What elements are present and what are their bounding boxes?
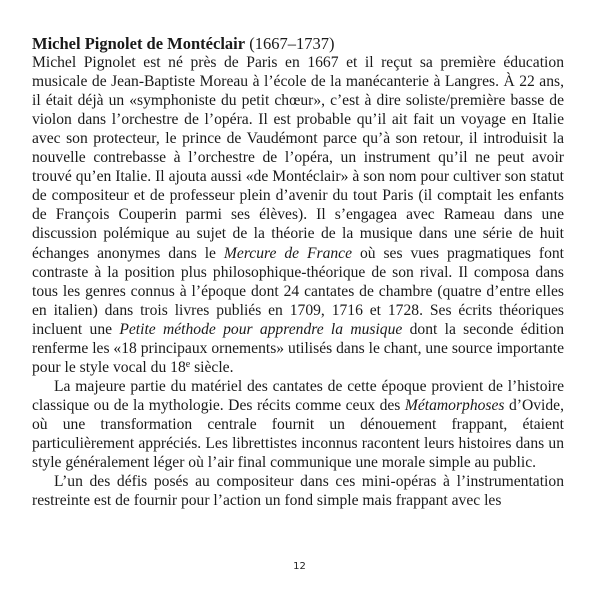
document-page [32, 34, 564, 510]
text-run: La majeure partie du matériel des cantates de cette époque provient de l’histoire classique ou de la mythologie. Des récits comme ceux des [32, 377, 564, 414]
page-number: 12 [293, 561, 306, 572]
italic-title: Métamorphoses [404, 396, 505, 414]
text-run: dont la seconde édition renferme les «18 principaux ornements» utilisés dans le chant, une source importante pour le style vocal du 18 [32, 320, 564, 376]
text-run: siècle. [190, 358, 234, 376]
italic-title: Mercure de France [223, 244, 353, 262]
text-run: Michel Pignolet est né près de Paris en 1667 et il reçut sa première éducation musicale de Jean-Baptiste Moreau à l’école de la manécanterie à Langres. À 22 ans, il était déjà un «symphoniste du petit chœur», c’est à dire soliste/première basse de violon dans l’orchestre de l’opéra. Il est probable qu’il ait fait un voyage en Italie avec son protecteur, le prince de Vaudémont parce qu’à son retour, il introduisit la nouvelle contrebasse à l’orchestre de l’opéra, un instrument qu’il ne peut avoir trouvé qu’en Italie. Il ajouta aussi «de Montéclair» à son nom pour cultiver son statut de compositeur et de professeur plein d’avenir du tout Paris (il comptait les enfants de François Couperin parmi ses élèves). Il s’engagea avec Rameau dans une discussion polémique au sujet de la théorie de la musique dans une série de huit échanges anonymes dans le [32, 54, 564, 262]
italic-title: Petite méthode pour apprendre la musique [119, 320, 403, 338]
text-run: L’un des défis posés au compositeur dans ces mini-opéras à l’instrumentation restreinte est de fournir pour l’action un fond simple mais frappant avec les [32, 473, 564, 510]
composer-dates: (1667–1737) [249, 34, 335, 53]
paragraph [32, 472, 564, 510]
paragraph [32, 377, 564, 472]
paragraph [32, 53, 564, 377]
composer-name: Michel Pignolet de Montéclair [32, 34, 246, 53]
section-heading [32, 34, 564, 53]
text-run: d’Ovide, où une transformation centrale fournit un dénouement frappant, étaient particulièrement appréciés. Les librettistes inconnus racontent leurs histoires dans un style généralement léger où l’air final communique une morale simple au public. [32, 396, 565, 472]
text-run: où ses vues pragmatiques font contraste à la position plus philosophique-théorique de son rival. Il composa dans tous les genres connus à l’époque dont 24 cantates de chambre (quatre d’entre elles en italien) dans trois livres publiés en 1709, 1716 et 1728. Ses écrits théoriques incluent une [32, 244, 564, 338]
superscript: e [185, 358, 191, 370]
